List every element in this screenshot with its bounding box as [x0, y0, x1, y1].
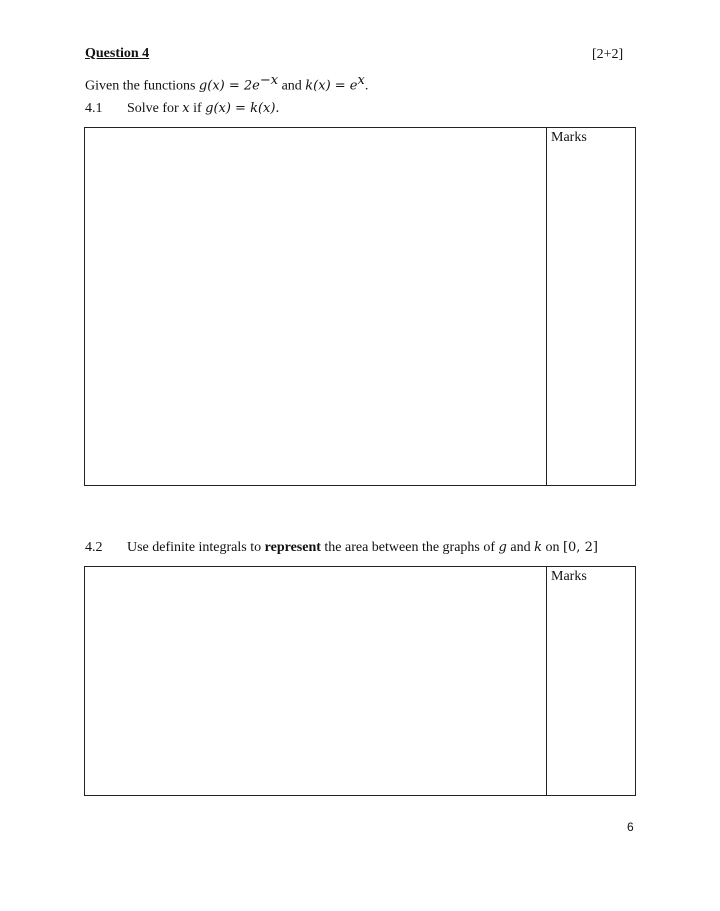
item-4-2-k: k	[534, 540, 542, 555]
item-4-2-prompt	[85, 540, 598, 556]
item-4-1-if: if	[193, 101, 202, 116]
g-definition: g(x) = 2e	[198, 78, 260, 94]
item-4-1-variable: x	[182, 101, 190, 116]
item-4-2-number: 4.2	[85, 540, 103, 555]
answer-box-4-2	[84, 566, 636, 796]
marks-label-4-1: Marks	[551, 130, 587, 145]
question-total-marks: [2+2]	[592, 47, 624, 62]
item-4-2-bold-word: represent	[264, 540, 321, 555]
marks-label-4-2: Marks	[551, 569, 587, 584]
item-4-2-text-after: the area between the graphs of	[324, 540, 496, 555]
answer-area-4-2[interactable]	[85, 567, 547, 795]
item-4-1-text: Solve for	[127, 101, 179, 116]
answer-box-4-1	[84, 127, 636, 486]
k-definition: k(x) = e	[305, 78, 358, 94]
question-intro	[85, 73, 368, 95]
item-4-1-equation: g(x) = k(x).	[205, 101, 280, 116]
marks-column-4-1[interactable]	[546, 128, 635, 485]
k-exponent: x	[357, 73, 365, 88]
marks-column-4-2[interactable]	[546, 567, 635, 795]
intro-period: .	[364, 78, 369, 94]
g-exponent: −x	[259, 73, 279, 88]
item-4-2-on: on	[545, 540, 560, 555]
page-number: 6	[627, 820, 634, 834]
item-4-1-number: 4.1	[85, 101, 103, 116]
item-4-2-text-before: Use definite integrals to	[127, 540, 262, 555]
answer-area-4-1[interactable]	[85, 128, 547, 485]
item-4-2-and: and	[510, 540, 531, 555]
intro-text: Given the functions	[85, 78, 196, 94]
item-4-2-interval: [0, 2]	[562, 540, 598, 555]
intro-and: and	[281, 78, 302, 94]
item-4-1-prompt	[85, 101, 280, 117]
question-title: Question 4	[85, 46, 150, 61]
item-4-2-g: g	[498, 540, 507, 555]
